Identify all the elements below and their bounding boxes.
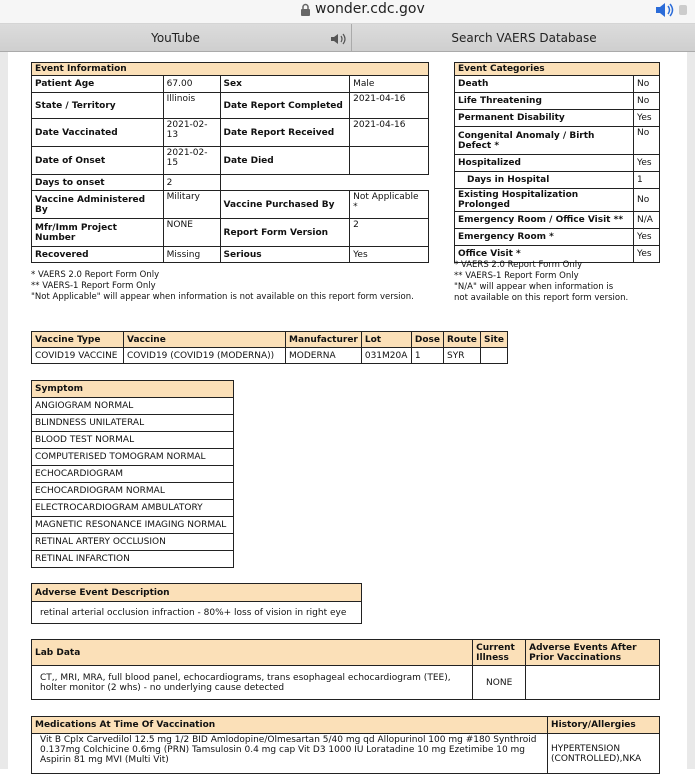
value: Male bbox=[350, 76, 429, 93]
prior-vaccinations-value bbox=[526, 666, 660, 700]
column-header: Manufacturer bbox=[286, 332, 362, 348]
table-row bbox=[32, 247, 429, 263]
table-row bbox=[32, 76, 429, 93]
value: N/A bbox=[634, 212, 660, 229]
symptom-table bbox=[31, 380, 234, 568]
column-header: Vaccine bbox=[124, 332, 286, 348]
table-cell bbox=[480, 348, 507, 364]
value: Yes bbox=[634, 246, 660, 263]
footnote: ** VAERS-1 Report Form Only bbox=[454, 271, 579, 281]
value: Yes bbox=[634, 229, 660, 246]
event-information-table bbox=[31, 62, 429, 263]
event-categories-title: Event Categories bbox=[455, 63, 660, 76]
list-item: ECHOCARDIOGRAM NORMAL bbox=[32, 483, 234, 500]
table-row bbox=[32, 119, 429, 147]
label: Vaccine Administered By bbox=[32, 191, 164, 219]
table-row bbox=[32, 219, 429, 247]
list-item: ELECTROCARDIOGRAM AMBULATORY bbox=[32, 500, 234, 517]
value: 2021-04-16 bbox=[350, 119, 429, 147]
label: Days in Hospital bbox=[455, 172, 634, 189]
label: Date Report Received bbox=[220, 119, 350, 147]
value bbox=[350, 147, 429, 175]
table-row bbox=[455, 127, 660, 155]
value: No bbox=[634, 127, 660, 155]
label: Death bbox=[455, 76, 634, 93]
table-cell: 031M20A bbox=[361, 348, 411, 364]
value: 2021-02-15 bbox=[163, 147, 220, 175]
adverse-event-title: Adverse Event Description bbox=[32, 584, 362, 602]
adverse-event-table bbox=[31, 583, 362, 624]
label: Vaccine Purchased By bbox=[220, 191, 350, 219]
footnote: ** VAERS-1 Report Form Only bbox=[31, 281, 156, 291]
label: Existing Hospitalization Prolonged bbox=[455, 189, 634, 212]
list-item: BLINDNESS UNILATERAL bbox=[32, 415, 234, 432]
value: 2 bbox=[350, 219, 429, 247]
label: Emergency Room * bbox=[455, 229, 634, 246]
vaccine-table bbox=[31, 331, 508, 364]
value: Missing bbox=[163, 247, 220, 263]
label: Date Vaccinated bbox=[32, 119, 164, 147]
value: No bbox=[634, 93, 660, 110]
event-categories-table bbox=[454, 62, 660, 263]
table-cell: MODERNA bbox=[286, 348, 362, 364]
list-item: RETINAL INFARCTION bbox=[32, 551, 234, 568]
column-header: Vaccine Type bbox=[32, 332, 124, 348]
label: Date Died bbox=[220, 147, 350, 175]
tab-label: Search VAERS Database bbox=[451, 31, 597, 45]
event-information-title: Event Information bbox=[32, 63, 429, 76]
value: Yes bbox=[350, 247, 429, 263]
label: Report Form Version bbox=[220, 219, 350, 247]
label: Hospitalized bbox=[455, 155, 634, 172]
value: No bbox=[634, 189, 660, 212]
footnote: "N/A" will appear when information is not available on this report form version. bbox=[454, 282, 629, 303]
column-header: Lot bbox=[361, 332, 411, 348]
list-item: ECHOCARDIOGRAM bbox=[32, 466, 234, 483]
lab-data-text: CT,, MRI, MRA, full blood panel, echocardiograms, trans esophageal echocardiogram (TEE), holter monitor (2 whs) - no underlying cause detected bbox=[32, 666, 473, 700]
history-allergies-header: History/Allergies bbox=[548, 717, 660, 734]
value: NONE bbox=[163, 219, 220, 247]
tab-search-vaers[interactable] bbox=[353, 24, 695, 52]
label: Patient Age bbox=[32, 76, 164, 93]
table-header-row bbox=[32, 332, 508, 348]
value: 2 bbox=[163, 175, 220, 191]
table-cell: 1 bbox=[411, 348, 443, 364]
list-item: MAGNETIC RESONANCE IMAGING NORMAL bbox=[32, 517, 234, 534]
value: Yes bbox=[634, 155, 660, 172]
table-row bbox=[455, 76, 660, 93]
prior-vaccinations-header: Adverse Events After Prior Vaccinations bbox=[526, 640, 660, 666]
table-row bbox=[455, 212, 660, 229]
value: 2021-04-16 bbox=[350, 93, 429, 119]
label: Date of Onset bbox=[32, 147, 164, 175]
url-text[interactable]: wonder.cdc.gov bbox=[315, 1, 425, 17]
label: Sex bbox=[220, 76, 350, 93]
medications-text: Vit B Cplx Carvedilol 12.5 mg 1/2 BID Amlodopine/Olmesartan 5/40 mg qd Allopurinol 100 mg #180 Synthroid 0.137mg Colchicine 0.6mg (PRN) Tamsulosin 0.4 mg cap Vit D3 1000 IU Loratadine 10 mg Ezetimibe 10 mg Aspirin 81 mg MVI (Multi Vit) bbox=[32, 734, 548, 774]
list-item: BLOOD TEST NORMAL bbox=[32, 432, 234, 449]
lab-data-title: Lab Data bbox=[32, 640, 473, 666]
label: Emergency Room / Office Visit ** bbox=[455, 212, 634, 229]
empty-cell bbox=[350, 175, 429, 191]
list-item: COMPUTERISED TOMOGRAM NORMAL bbox=[32, 449, 234, 466]
value: Military bbox=[163, 191, 220, 219]
value: Illinois bbox=[163, 93, 220, 119]
column-header: Route bbox=[443, 332, 480, 348]
lab-data-table bbox=[31, 639, 660, 700]
footnote: * VAERS 2.0 Report Form Only bbox=[454, 260, 583, 270]
current-illness-value: NONE bbox=[473, 666, 526, 700]
empty-cell bbox=[220, 175, 350, 191]
value: Yes bbox=[634, 110, 660, 127]
medications-table bbox=[31, 716, 660, 774]
value: 1 bbox=[634, 172, 660, 189]
event-categories-notes bbox=[454, 260, 629, 304]
table-cell: COVID19 VACCINE bbox=[32, 348, 124, 364]
label: Permanent Disability bbox=[455, 110, 634, 127]
speaker-icon[interactable] bbox=[654, 2, 688, 18]
value: Not Applicable * bbox=[350, 191, 429, 219]
label: Office Visit * bbox=[455, 246, 634, 263]
value: No bbox=[634, 76, 660, 93]
table-row bbox=[455, 172, 660, 189]
symptom-title: Symptom bbox=[32, 381, 234, 398]
table-row bbox=[455, 229, 660, 246]
label: Serious bbox=[220, 247, 350, 263]
table-row bbox=[455, 110, 660, 127]
label: Recovered bbox=[32, 247, 164, 263]
list-item: ANGIOGRAM NORMAL bbox=[32, 398, 234, 415]
table-cell: COVID19 (COVID19 (MODERNA)) bbox=[124, 348, 286, 364]
table-row bbox=[455, 189, 660, 212]
table-row bbox=[32, 191, 429, 219]
value: 2021-02-13 bbox=[163, 119, 220, 147]
tab-label: YouTube bbox=[151, 31, 200, 45]
table-row bbox=[455, 155, 660, 172]
table-cell: SYR bbox=[443, 348, 480, 364]
address-bar[interactable] bbox=[0, 0, 695, 24]
label: Date Report Completed bbox=[220, 93, 350, 119]
medications-title: Medications At Time Of Vaccination bbox=[32, 717, 548, 734]
table-row bbox=[32, 175, 429, 191]
value: 67.00 bbox=[163, 76, 220, 93]
label: State / Territory bbox=[32, 93, 164, 119]
footnote: * VAERS 2.0 Report Form Only bbox=[31, 270, 160, 280]
table-row bbox=[32, 93, 429, 119]
label: Days to onset bbox=[32, 175, 164, 191]
table-row bbox=[455, 93, 660, 110]
label: Congenital Anomaly / Birth Defect * bbox=[455, 127, 634, 155]
table-row bbox=[32, 147, 429, 175]
tab-youtube[interactable] bbox=[0, 24, 352, 52]
label: Life Threatening bbox=[455, 93, 634, 110]
event-information-notes bbox=[31, 270, 421, 303]
adverse-event-text: retinal arterial occlusion infraction - 80%+ loss of vision in right eye bbox=[32, 602, 362, 624]
lock-icon bbox=[300, 3, 311, 17]
history-allergies-value: HYPERTENSION (CONTROLLED),NKA bbox=[548, 734, 660, 774]
label: Mfr/Imm Project Number bbox=[32, 219, 164, 247]
tab-audio-icon[interactable] bbox=[330, 33, 348, 45]
footnote: "Not Applicable" will appear when information is not available on this report form version. bbox=[31, 292, 414, 302]
column-header: Site bbox=[480, 332, 507, 348]
current-illness-header: Current Illness bbox=[473, 640, 526, 666]
table-row bbox=[32, 348, 508, 364]
list-item: RETINAL ARTERY OCCLUSION bbox=[32, 534, 234, 551]
column-header: Dose bbox=[411, 332, 443, 348]
